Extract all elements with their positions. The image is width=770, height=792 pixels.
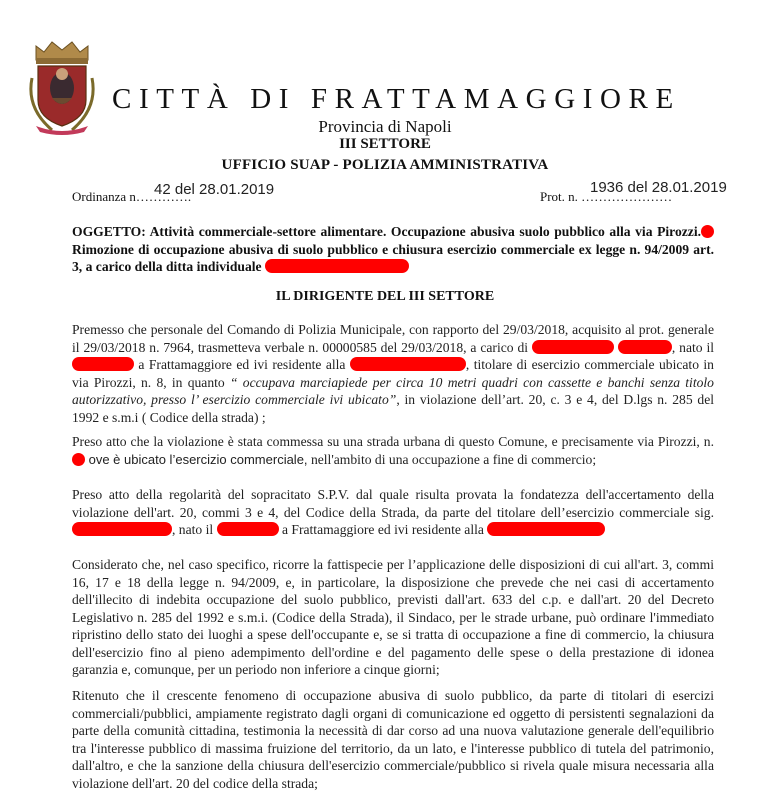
paragraph-text: ove è ubicato l’esercizio commerciale, (85, 451, 308, 467)
office-label: UFFICIO SUAP - POLIZIA AMMINISTRATIVA (221, 157, 549, 173)
subject-block (72, 223, 714, 276)
paragraph-text: Premesso che personale del Comando di Polizia Municipale, con rapporto del 29/03/2018, acquisito al prot. generale il 29/03/2018 n. 7964, trasmetteva verbale n. 00000585 del 29/03/2018, a carico di (72, 322, 714, 355)
sector-label: III SETTORE (339, 136, 431, 152)
province-label: Provincia di Napoli (318, 117, 452, 136)
redaction-mark (72, 522, 172, 536)
redaction-mark (72, 357, 134, 371)
paragraph-premesso (72, 321, 714, 426)
paragraph-preso-atto-2 (72, 486, 714, 539)
redaction-mark (618, 340, 672, 354)
paragraph-preso-atto-1 (72, 433, 714, 468)
city-title: CITTÀ DI FRATTAMAGGIORE (112, 83, 681, 115)
redaction-mark (350, 357, 466, 371)
redaction-mark (487, 522, 605, 536)
paragraph-text: , in violazione dell’art. 20, c. 3 e 4, del D.lgs n. 285 del 1992 e s.m.i ( Codice della strada) ; (72, 392, 715, 425)
redaction-mark (217, 522, 279, 536)
redaction-mark (701, 225, 714, 238)
paragraph-text: Preso atto che la violazione è stata commessa su una strada urbana di questo Comune, e precisamente via Pirozzi, n. (72, 434, 714, 449)
paragraph-text: a Frattamaggiore ed ivi residente alla (281, 522, 484, 537)
paragraph-text: , titolare di esercizio commerciale ubicato in via Pirozzi, n. 8, in quanto (72, 357, 714, 390)
subject-text-1: OGGETTO: Attività commerciale-settore alimentare. Occupazione abusiva suolo pubblico alla via Pirozzi. (72, 224, 701, 239)
redaction-mark (265, 259, 409, 273)
section-heading: IL DIRIGENTE DEL III SETTORE (275, 289, 495, 304)
paragraph-text: a Frattamaggiore ed ivi residente alla (138, 357, 346, 372)
paragraph-text: Preso atto della regolarità del sopracitato S.P.V. dal quale risulta provata la fondatezza dell'accertamento della violazione dell'art. 20, commi 3 e 4, del Codice della Strada, da parte del titolare dell’esercizio commerciale sig. (72, 487, 714, 520)
redaction-mark (532, 340, 614, 354)
subject-text-2: Rimozione di occupazione abusiva di suolo pubblico e chiusura esercizio commerciale ex legge n. 94/2009 art. 3, a carico della ditta individuale (72, 241, 714, 274)
protocol-value: 1936 del 28.01.2019 (590, 179, 727, 196)
paragraph-text: , nato il (172, 522, 214, 537)
protocol-label: Prot. n. ………………… (540, 189, 673, 204)
paragraph-text: nell'ambito di una occupazione a fine di commercio; (307, 451, 597, 467)
paragraph-ritenuto: Ritenuto che il crescente fenomeno di occupazione abusiva di suolo pubblico, da parte di titolari di esercizi commerciali/pubblici, ampiamente registrato dagli organi di comunicazione ed oggetto di persistenti segnalazioni da parte della comunità cittadina, testimonia la necessità di dar corso ad una nuova valutazione generale dell'equilibrio tra l'interesse pubblico di massima fruizione del territorio, da un lato, e l'interesse pubblico di tutela del patrimonio, dall'altro, e che la sanzione della chiusura dell'esercizio commerciale/pubblico si rivela quale misura necessaria alla violazione dell'art. 20 del codice della strada; (72, 688, 714, 791)
ordinanza-value: 42 del 28.01.2019 (154, 181, 275, 198)
ordinanza-label: Ordinanza n…………. (72, 189, 192, 204)
redaction-mark (72, 453, 85, 466)
paragraph-text: , nato il (671, 339, 714, 355)
paragraph-considerato: Considerato che, nel caso specifico, ricorre la fattispecie per l’applicazione delle disposizioni di cui all'art. 3, commi 16, 17 e 18 della legge n. 94/2009, e, in particolare, la disposizione che prevede che nei casi di accertamento dell'illecito di indebita occupazione del suolo pubblico, previsti dall'art. 633 del c.p. e dall'art. 20 del Decreto Legislativo n. 285 del 1992 e s.m.i. (Codice della Strada), il Sindaco, per le strade urbane, può ordinare l'immediato ripristino dello stato dei luoghi a spese dell'occupante e, se si tratta di occupazione a fine di commercio, la chiusura dell'esercizio fino al pieno adempimento dell'ordine e del pagamento delle spese o della prestazione di idonea garanzia e, comunque, per un periodo non inferiore a cinque giorni; (72, 557, 714, 677)
quoted-offense: “ occupava marciapiede per circa 10 metri quadri con cassette e banchi senza titolo autorizzativo, presso l’ esercizio commerciale ivi ubicato” (72, 374, 714, 407)
